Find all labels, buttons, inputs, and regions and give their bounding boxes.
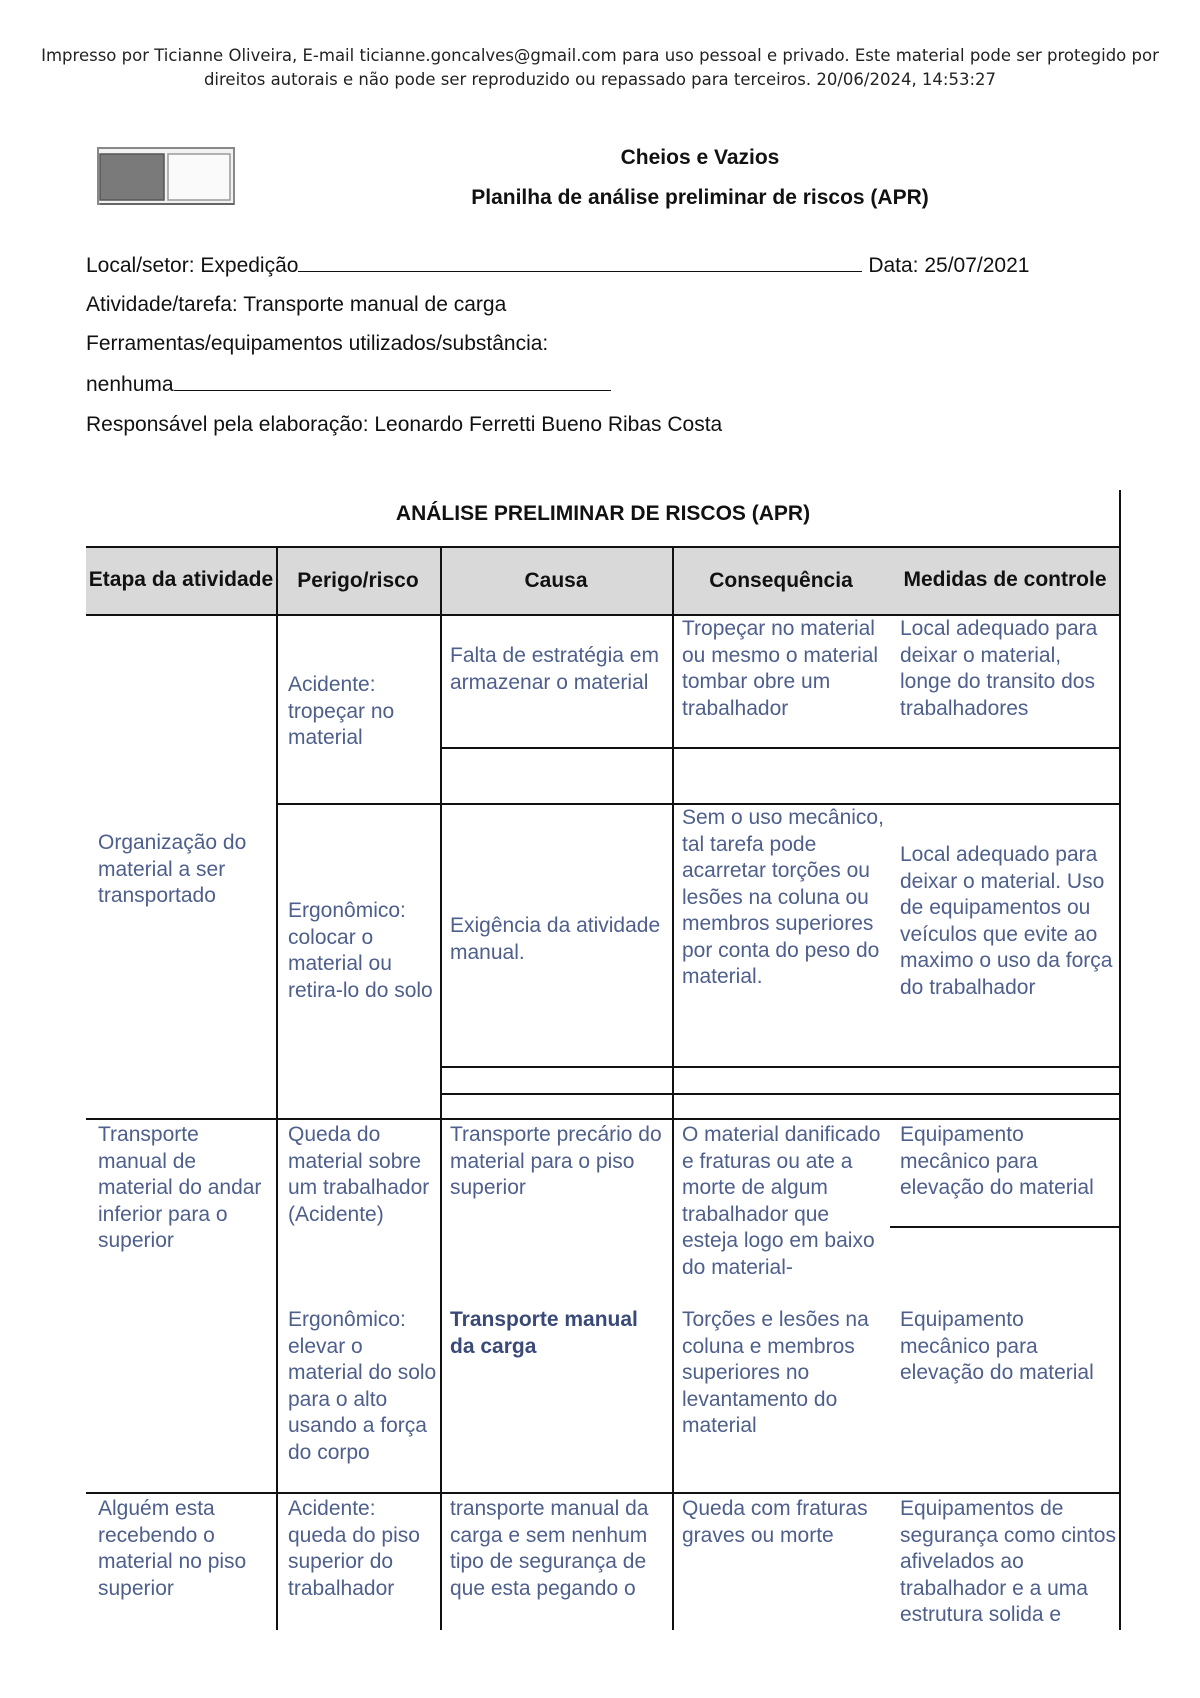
local-setor-text: Local/setor: Expedição [86, 254, 299, 277]
cell-perigo: Acidente: tropeçar no material [288, 673, 395, 749]
date-text: Data: 25/07/2021 [868, 254, 1030, 277]
cell-medidas: Equipamentos de segurança como cintos afivelados ao trabalhador e a uma estrutura solida e [900, 1497, 1116, 1626]
column-header-consequencia: Consequência [709, 568, 853, 592]
cell-causa: Exigência da atividade manual. [450, 914, 661, 964]
table-rule [440, 1066, 1120, 1068]
cell-causa: Transporte precário do material para o piso superior [450, 1123, 662, 1199]
responsavel-text: Responsável pela elaboração: Leonardo Ferretti Bueno Ribas Costa [86, 413, 723, 436]
document-title: Cheios e Vazios [620, 146, 780, 169]
atividade-text: Atividade/tarefa: Transporte manual de carga [86, 293, 507, 316]
cell-medidas: Equipamento mecânico para elevação do material [900, 1123, 1094, 1199]
cell-causa: transporte manual da carga e sem nenhum tipo de segurança de que esta pegando o [450, 1497, 649, 1600]
ferramentas-row [86, 372, 611, 397]
cell-etapa: Organização do material a ser transportado [98, 831, 247, 907]
table-rule [86, 1118, 1120, 1120]
document-subtitle: Planilha de análise preliminar de riscos (APR) [471, 186, 929, 209]
column-header-perigo: Perigo/risco [297, 568, 419, 592]
ferramentas-value: nenhuma [86, 373, 174, 396]
cell-consequencia: Tropeçar no material ou mesmo o material tombar obre um trabalhador [682, 617, 879, 720]
cell-perigo: Ergonômico: elevar o material do solo para o alto usando a força do corpo [288, 1308, 437, 1464]
print-watermark [40, 44, 1160, 92]
table-rule [890, 1226, 1120, 1228]
cell-medidas: Equipamento mecânico para elevação do material [900, 1308, 1094, 1384]
table-rule [440, 747, 1120, 749]
cell-etapa: Alguém esta recebendo o material no piso superior [98, 1497, 247, 1600]
column-header-causa: Causa [524, 568, 588, 592]
table-rule [672, 547, 674, 1630]
fill-line [298, 253, 862, 272]
cell-medidas: Local adequado para deixar o material, longe do transito dos trabalhadores [900, 617, 1098, 720]
cell-perigo: Ergonômico: colocar o material ou retira-lo do solo [288, 899, 433, 1002]
cell-perigo: Acidente: queda do piso superior do trabalhador [288, 1497, 420, 1600]
cell-consequencia: Sem o uso mecânico, tal tarefa pode acarretar torções ou lesões na coluna ou membros superiores por conta do peso do material. [682, 806, 884, 988]
cell-causa: Falta de estratégia em armazenar o material [450, 644, 659, 694]
cell-causa: Transporte manual da carga [450, 1308, 638, 1358]
cell-etapa: Transporte manual de material do andar inferior para o superior [98, 1123, 262, 1252]
column-header-etapa: Etapa da atividade [88, 568, 274, 591]
table-rule [86, 1492, 1120, 1494]
table-title: ANÁLISE PRELIMINAR DE RISCOS (APR) [395, 502, 811, 525]
cell-consequencia: Torções e lesões na coluna e membros superiores no levantamento do material [682, 1308, 869, 1437]
table-rule [276, 547, 278, 1630]
fill-line [174, 372, 611, 391]
ferramentas-label: Ferramentas/equipamentos utilizados/substância: [86, 332, 549, 355]
cell-medidas: Local adequado para deixar o material. Uso de equipamentos ou veículos que evite ao maximo o uso da força do trabalhador [900, 843, 1113, 999]
table-rule [440, 1093, 1120, 1095]
column-header-medidas: Medidas de controle [903, 568, 1107, 591]
watermark-line-1: Impresso por Ticianne Oliveira, E-mail ticianne.goncalves@gmail.com para uso pessoal e privado. Este material pode ser protegido por [41, 46, 1159, 65]
table-rule [440, 547, 442, 1630]
apr-table [86, 490, 1120, 1630]
table-rule [1119, 490, 1121, 1630]
company-logo [96, 146, 236, 206]
watermark-line-2: direitos autorais e não pode ser reproduzido ou repassado para terceiros. 20/06/2024, 14:53:27 [203, 70, 997, 89]
local-setor-row [86, 253, 1029, 278]
cell-perigo: Queda do material sobre um trabalhador (Acidente) [288, 1123, 430, 1226]
cell-consequencia: O material danificado e fraturas ou ate a morte de algum trabalhador que esteja logo em baixo do material- [682, 1123, 881, 1279]
cell-consequencia: Queda com fraturas graves ou morte [682, 1497, 868, 1547]
